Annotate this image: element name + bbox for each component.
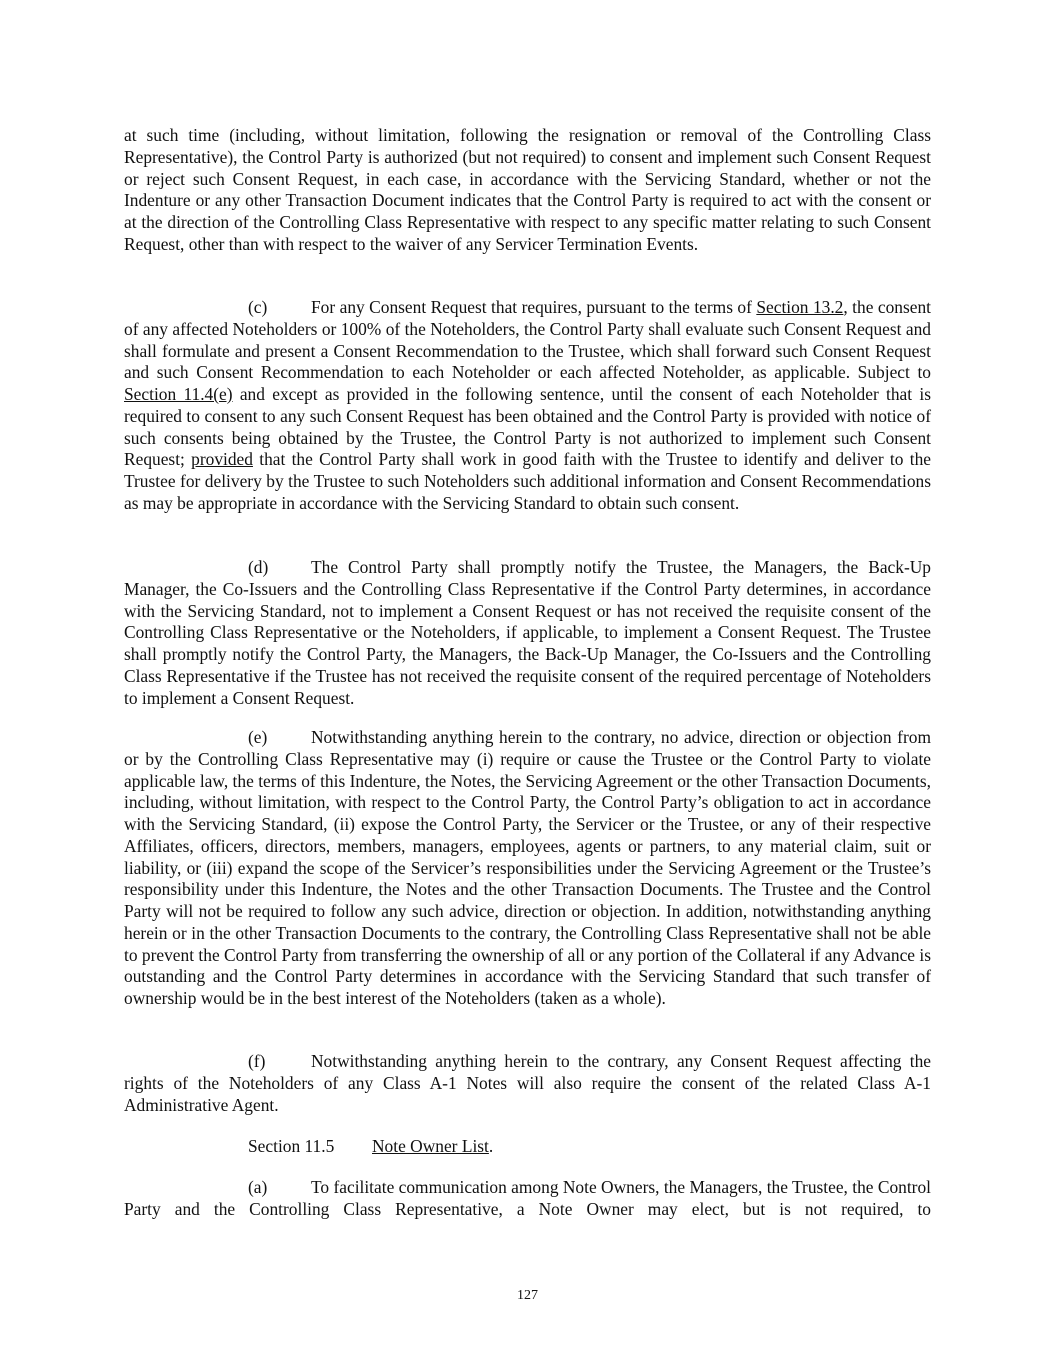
paragraph-label-f: (f) bbox=[248, 1051, 266, 1071]
paragraph-a: (a) To facilitate communication among Note Owners, the Managers, the Trustee, the Control Party and the Controlling Class Representative, a Note Owner may elect, but is not required, to bbox=[124, 1177, 931, 1219]
provided-term: provided bbox=[191, 449, 253, 470]
section-title: Note Owner List bbox=[372, 1136, 489, 1156]
paragraph-label-e: (e) bbox=[248, 727, 268, 747]
page-number: 127 bbox=[517, 1288, 538, 1303]
paragraph-continued bbox=[124, 125, 931, 256]
paragraph-label-c: (c) bbox=[248, 297, 268, 317]
paragraph-e: (e) Notwithstanding anything herein to the contrary, no advice, direction or objection from or by the Controlling Class Representative may (i) require or cause the Trustee or the Control Party to violate applicable law, the terms of this Indenture, the Notes, the Servicing Agreement or the other Transaction Documents, including, without limitation, with respect to the Control Party, the Control Party’s obligation to act in accordance with the Servicing Standard, (ii) expose the Control Party, the Servicer or the Trustee, or any of their respective Affiliates, officers, directors, members, managers, employees, agents or partners, to any material claim, suit or liability, or (iii) expand the scope of the Servicer’s responsibilities under the Servicing Agreement or the Trustee’s responsibility under this Indenture, the Notes and the other Transaction Documents. The Trustee and the Control Party will not be required to follow any such advice, direction or objection. In addition, notwithstanding anything herein or in the other Transaction Documents to the contrary, the Controlling Class Representative shall not be able to prevent the Control Party from transferring the ownership of all or any portion of the Collateral if any Advance is outstanding and the Control Party determines in accordance with the Servicing Standard that such transfer of ownership would be in the best interest of the Noteholders (taken as a whole). bbox=[124, 727, 931, 1008]
section-heading: Section 11.5 Note Owner List. bbox=[248, 1136, 494, 1156]
section-13-2-reference: Section 13.2 bbox=[756, 297, 844, 317]
paragraph-f: (f) Notwithstanding anything herein to the contrary, any Consent Request affecting the rights of the Noteholders of any Class A-1 Notes will also require the consent of the related Class A-1 Administrative Agent. bbox=[124, 1051, 931, 1115]
paragraph-d: (d) The Control Party shall promptly notify the Trustee, the Managers, the Back-Up Manager, the Co-Issuers and the Controlling Class Representative if the Control Party determines, in accordance with the Servicing Standard, not to implement a Consent Request or has not received the requisite consent of the Controlling Class Representative or the Noteholders, if applicable, to implement a Consent Request. The Trustee shall promptly notify the Control Party, the Managers, the Back-Up Manager, the Co-Issuers and the Controlling Class Representative if the Trustee has not received the requisite consent of the required percentage of Noteholders to implement a Consent Request. bbox=[124, 557, 931, 708]
paragraph-c: (c) For any Consent Request that requires, pursuant to the terms of Section 13.2, the consent of any affected Noteholders or 100% of the Noteholders, the Control Party shall evaluate such Consent Request and shall formulate and present a Consent Recommendation to the Trustee, which shall forward such Consent Request and such Consent Recommendation to each Noteholder or each affected Noteholder, as applicable. Subject to Section 11.4(e) and except as provided in the following sentence, until the consent of each Noteholder that is required to consent to any such Consent Request has been obtained and the Control Party is provided with notice of such consents being obtained by the Trustee, the Control Party is not authorized to implement such Consent Request; provided that the Control Party shall work in good faith with the Trustee to identify and deliver to the Trustee for delivery by the Trustee to such Noteholders such additional information and Consent Recommendations as may be appropriate in accordance with the Servicing Standard to obtain such consent. bbox=[124, 297, 931, 513]
paragraph-label-d: (d) bbox=[248, 557, 269, 577]
section-11-4e-reference: Section 11.4(e) bbox=[124, 384, 233, 404]
paragraph-text: at such time (including, without limitation, following the resignation or removal of the Controlling Class Representative), the Control Party is authorized (but not required) to consent and implement such Consent Request or reject such Consent Request, in each case, in accordance with the Servicing Standard, whether or not the Indenture or any other Transaction Document indicates that the Control Party is required to act with the consent or at the direction of the Controlling Class Representative with respect to any specific matter relating to such Consent Request, other than with respect to the waiver of any Servicer Termination Events. bbox=[124, 125, 931, 254]
paragraph-label-a: (a) bbox=[248, 1177, 268, 1197]
section-number: Section 11.5 bbox=[248, 1136, 335, 1156]
